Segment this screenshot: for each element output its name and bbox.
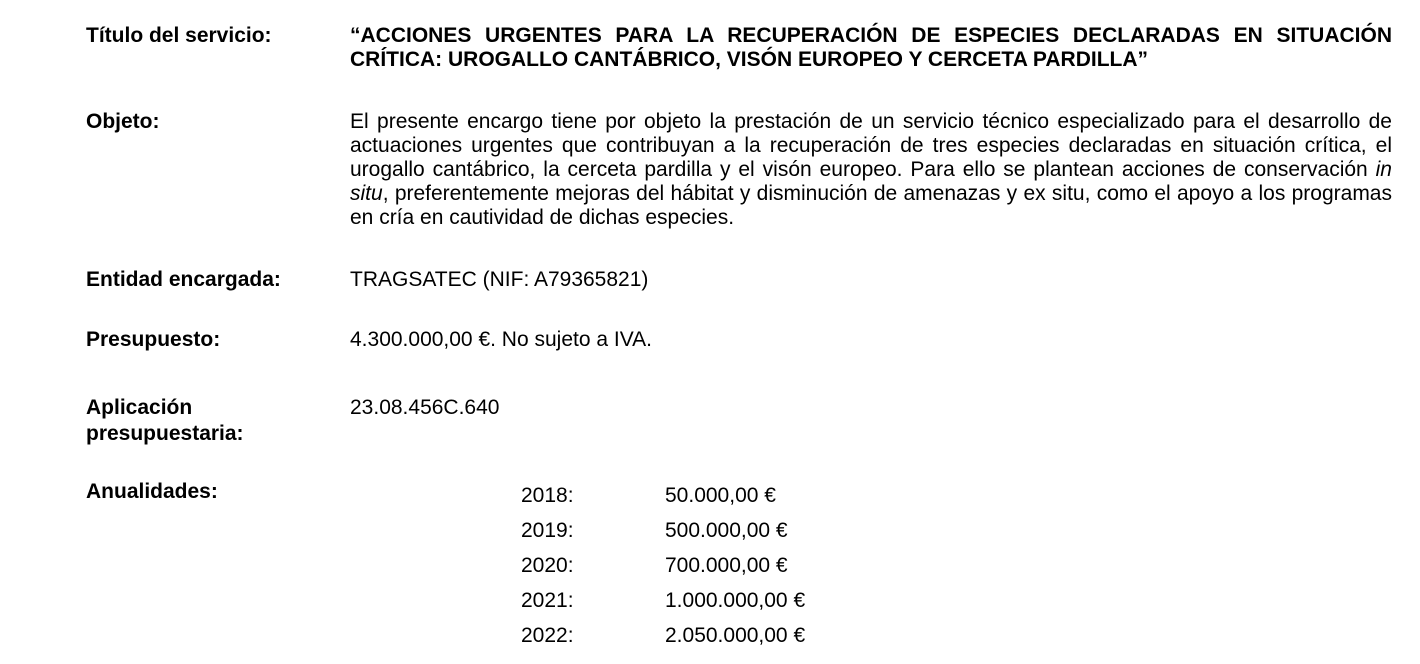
aplicacion-presupuestaria-value: 23.08.456C.640: [350, 396, 500, 419]
anualidades-row: [521, 618, 841, 653]
titulo-servicio-label: Título del servicio:: [86, 24, 272, 47]
anualidad-amount: 50.000,00 €: [665, 484, 776, 507]
anualidades-row: [521, 478, 841, 513]
anualidades-row: [521, 548, 841, 583]
anualidad-year: 2020:: [521, 554, 574, 577]
anualidad-amount: 1.000.000,00 €: [665, 589, 806, 612]
objeto-line: [350, 158, 1392, 182]
anualidad-amount: 700.000,00 €: [665, 554, 788, 577]
anualidad-year: 2021:: [521, 589, 574, 612]
objeto-line: en cría en cautividad de dichas especies.: [350, 206, 735, 229]
presupuesto-value: 4.300.000,00 €. No sujeto a IVA.: [350, 328, 652, 351]
presupuesto-label: Presupuesto:: [86, 328, 221, 351]
titulo-servicio-value: [350, 24, 1392, 72]
titulo-servicio-line: CRÍTICA: UROGALLO CANTÁBRICO, VISÓN EUROPEO Y CERCETA PARDILLA”: [350, 48, 1149, 71]
objeto-italic-term: situ: [350, 182, 383, 205]
anualidades-row: [521, 513, 841, 548]
entidad-encargada-value: TRAGSATEC (NIF: A79365821): [350, 268, 649, 291]
anualidad-year: 2022:: [521, 624, 574, 647]
entidad-encargada-label: Entidad encargada:: [86, 268, 281, 291]
objeto-paragraph: [350, 110, 1392, 230]
anualidades-row: [521, 583, 841, 618]
objeto-line: [350, 182, 1392, 206]
objeto-line-text: urogallo cantábrico, la cerceta pardilla y el visón europeo. Para ello se plantean acciones de conservación: [350, 158, 1376, 181]
anualidad-amount: 2.050.000,00 €: [665, 624, 806, 647]
anualidades-label: Anualidades:: [86, 480, 218, 503]
objeto-line-text: , preferentemente mejoras del hábitat y disminución de amenazas y ex situ, como el apoyo a los programas: [382, 182, 1392, 205]
objeto-line: El presente encargo tiene por objeto la prestación de un servicio técnico especializado para el desarrollo de: [350, 110, 1392, 133]
anualidades-table: [521, 478, 841, 653]
anualidad-amount: 500.000,00 €: [665, 519, 788, 542]
objeto-line: actuaciones urgentes que contribuyan a la recuperación de tres especies declaradas en situación crítica, el: [350, 134, 1392, 157]
anualidad-year: 2019:: [521, 519, 574, 542]
aplicacion-presupuestaria-label: Aplicación presupuestaria:: [86, 396, 244, 445]
anualidad-year: 2018:: [521, 484, 574, 507]
objeto-italic-term: in: [1375, 158, 1392, 181]
titulo-servicio-line: “ACCIONES URGENTES PARA LA RECUPERACIÓN DE ESPECIES DECLARADAS EN SITUACIÓN: [350, 24, 1392, 47]
objeto-label: Objeto:: [86, 110, 160, 133]
